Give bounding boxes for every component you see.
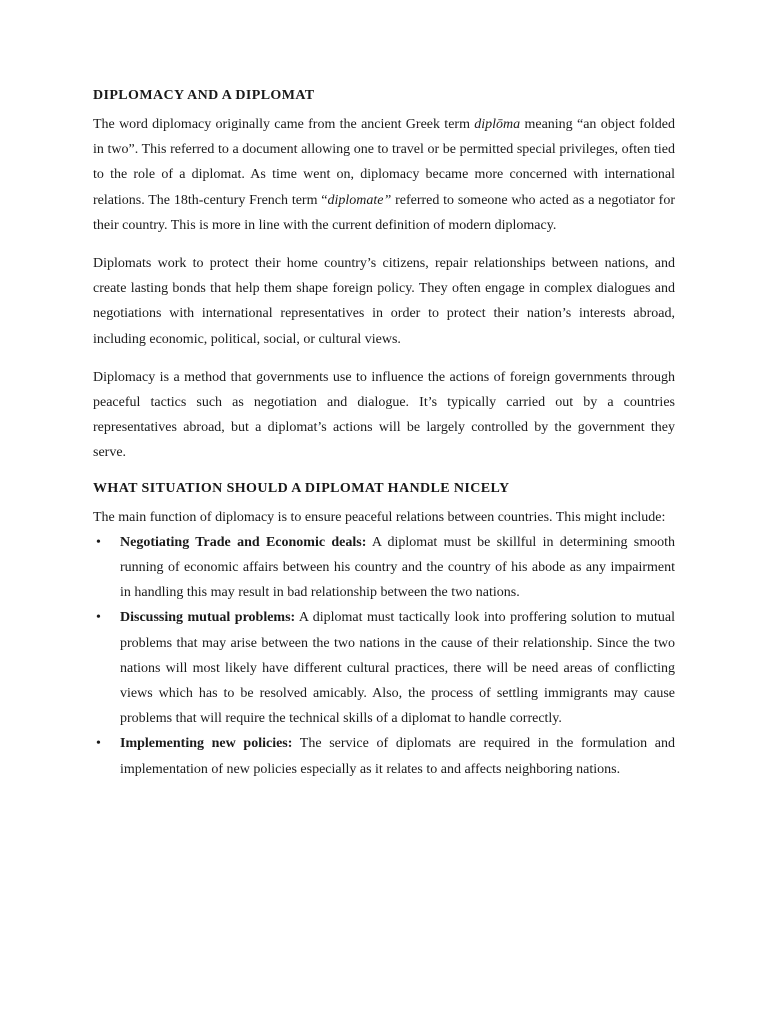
list-item — [93, 731, 675, 781]
list-item — [93, 605, 675, 731]
bullet-title: Implementing new policies: — [120, 736, 293, 752]
paragraph-origin-part-a: The word diplomacy originally came from the ancient Greek term — [93, 117, 475, 132]
list-item — [93, 530, 675, 606]
bullet-icon: • — [96, 534, 101, 550]
paragraph-diplomats-work: Diplomats work to protect their home country’s citizens, repair relationships between nations, and create lasting bonds that help them shape foreign policy. They often engage in complex dialogues and negotiations with international representatives in order to protect their nation’s interests abroad, including economic, political, social, or cultural views. — [93, 256, 675, 347]
bullet-title: Negotiating Trade and Economic deals: — [120, 534, 367, 550]
paragraph-main-function: The main function of diplomacy is to ensure peaceful relations between countries. This might include: — [93, 509, 666, 525]
heading-situations: WHAT SITUATION SHOULD A DIPLOMAT HANDLE NICELY — [93, 480, 510, 496]
heading-diplomacy: DIPLOMACY AND A DIPLOMAT — [93, 88, 315, 103]
bullet-text: The service of diplomats are required in the formulation and implementation of new policies especially as it relates to and affects neighboring nations. — [120, 736, 675, 777]
bullet-icon: • — [96, 736, 101, 752]
paragraph-method: Diplomacy is a method that governments use to influence the actions of foreign governments through peaceful tactics such as negotiation and dialogue. It’s typically carried out by a countries representatives abroad, but a diplomat’s actions will be largely controlled by the government they serve. — [93, 369, 675, 461]
term-diplomate: diplomate” — [327, 192, 392, 208]
bullet-list — [93, 530, 675, 782]
paragraph-origin — [93, 112, 675, 238]
term-diploma: diplōma — [474, 117, 521, 132]
paragraph-origin-part-c: referred to someone who acted as a negotiator for their country. This is more in line with the current definition of modern diplomacy. — [93, 192, 676, 233]
bullet-icon: • — [96, 610, 101, 626]
bullet-title: Discussing mutual problems: — [120, 610, 296, 626]
bullet-text: A diplomat must tactically look into proffering solution to mutual problems that may arise between the two nations in the cause of their relationship. Since the two nations will most likely have different cultural practices, there will be need areas of conflicting views which has to be resolved amicably. Also, the process of settling immigrants may cause problems that will require the technical skills of a diplomat to handle correctly. — [120, 610, 675, 727]
paragraph-origin-part-b: meaning “an object folded in two”. This referred to a document allowing one to travel or be permitted special privileges, often tied to the role of a diplomat. As time went on, diplomacy became more concerned with international relations. The 18th-century French term “ — [93, 117, 675, 208]
bullet-text: A diplomat must be skillful in determining smooth running of economic affairs between his country and the country of his abode as any impairment in handling this may result in bad relationship between the two nations. — [120, 534, 675, 601]
